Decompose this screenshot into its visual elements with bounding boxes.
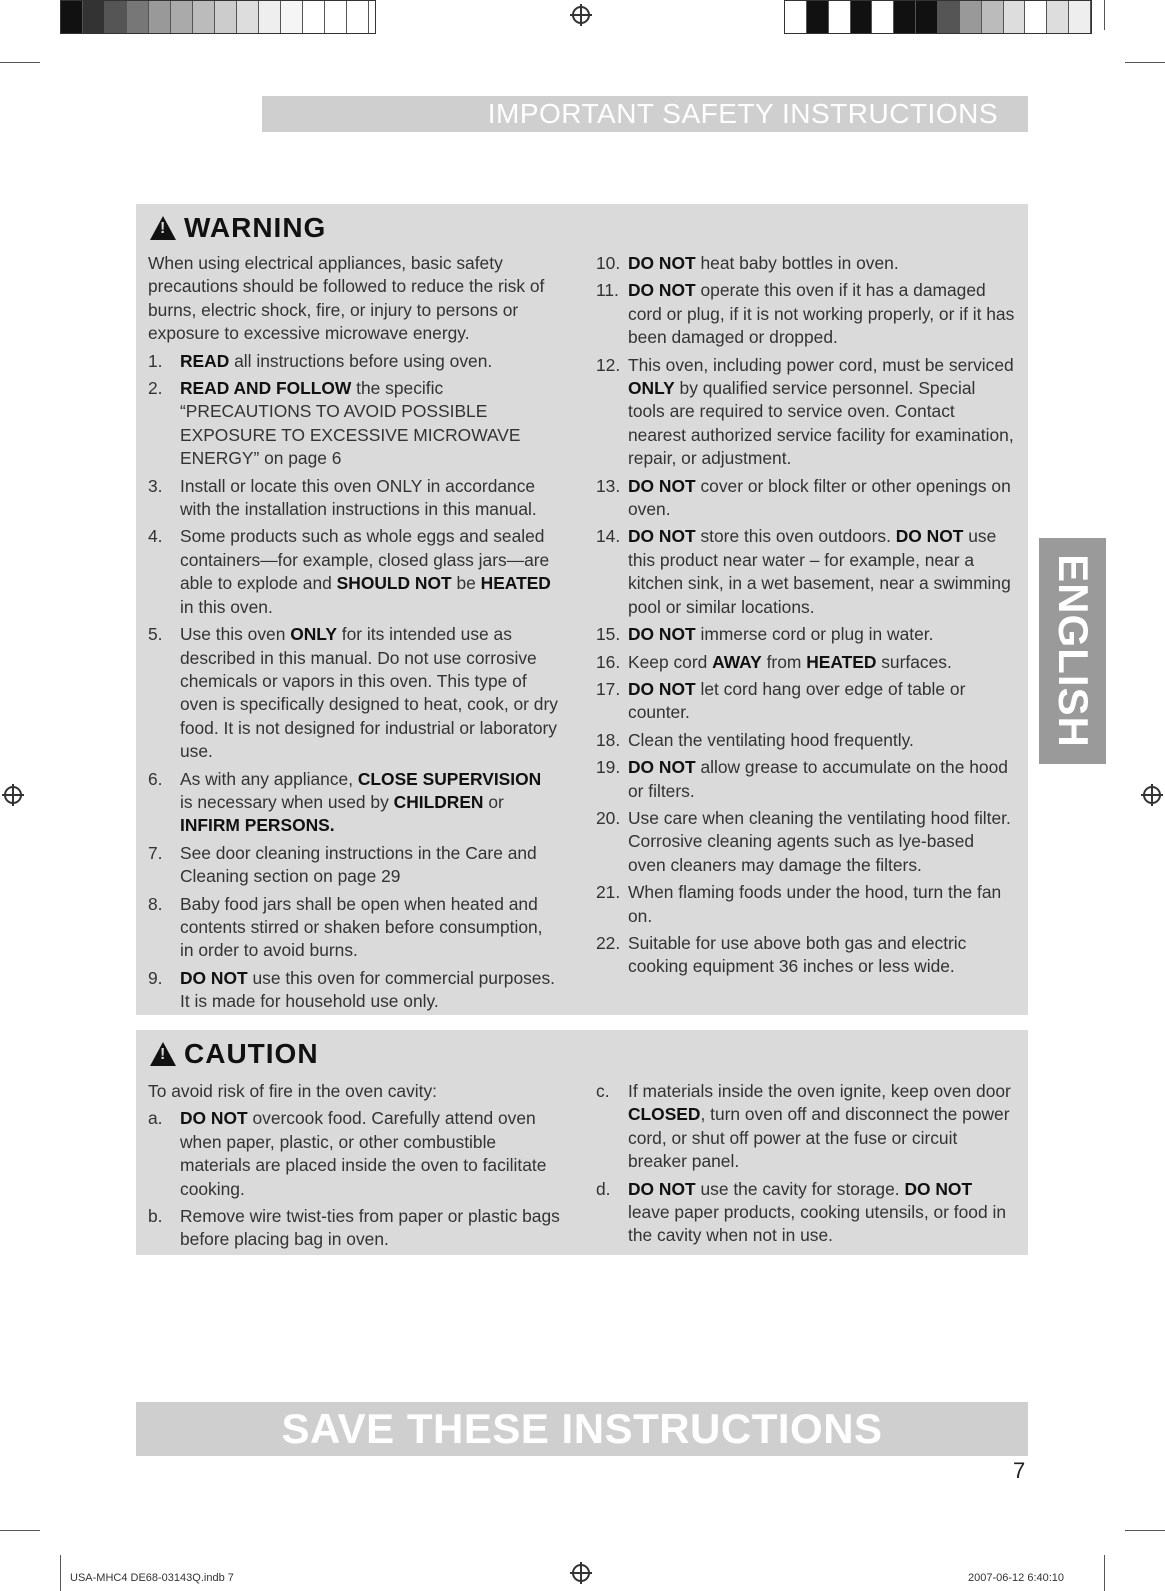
warning-list-item — [148, 525, 558, 619]
warning-triangle-icon — [150, 216, 176, 240]
warning-list-item-number: 4. — [148, 526, 163, 547]
warning-list-item-number: 22. — [596, 932, 621, 953]
warning-list-item — [148, 967, 558, 1014]
language-tab-label: ENGLISH — [1049, 554, 1097, 748]
warning-list-item-number: 8. — [148, 893, 163, 914]
caution-triangle-icon — [150, 1042, 176, 1066]
warning-list-item — [596, 651, 1016, 674]
warning-list-item — [596, 678, 1016, 725]
warning-list-item-number: 11. — [596, 280, 619, 301]
caution-list-item — [148, 1107, 568, 1201]
crop-mark — [1104, 1555, 1105, 1591]
caution-list-item — [596, 1080, 1016, 1174]
warning-list-item — [148, 350, 558, 373]
warning-list-item — [596, 881, 1016, 928]
warning-list-item-text: DO NOT operate this oven if it has a damaged cord or plug, if it is not working properly, or if it has been damaged or dropped. — [628, 280, 1015, 348]
warning-list-item-number: 7. — [148, 842, 163, 863]
warning-column-left — [148, 252, 558, 1018]
caution-list-item-number: b. — [148, 1206, 163, 1227]
warning-list-item-text: DO NOT let cord hang over edge of table or counter. — [628, 678, 966, 723]
warning-list-item-text: When flaming foods under the hood, turn the fan on. — [628, 882, 1002, 926]
warning-intro: When using electrical appliances, basic safety precautions should be followed to reduce the risk of burns, electric shock, fire, or injury to persons or exposure to excessive microwave energy. — [148, 253, 545, 344]
warning-list-item — [148, 475, 558, 522]
warning-list-item — [596, 729, 1016, 752]
caution-list-item — [596, 1178, 1016, 1248]
caution-column-right — [596, 1080, 1016, 1252]
caution-list-item-text: Remove wire twist-ties from paper or plastic bags before placing bag in oven. — [180, 1206, 560, 1250]
section-header-band — [262, 96, 1028, 132]
warning-list-item-text: DO NOT cover or block filter or other openings on oven. — [628, 475, 1011, 520]
warning-list-item-number: 15. — [596, 624, 621, 645]
warning-list-item-number: 3. — [148, 475, 163, 496]
registration-mark-left — [4, 786, 22, 804]
crop-mark — [1104, 0, 1105, 30]
footer-timestamp: 2007-06-12 6:40:10 — [968, 1572, 1065, 1584]
warning-list-item — [148, 893, 558, 963]
warning-list-item-text: Baby food jars shall be open when heated and contents stirred or shaken before consumption, in order to avoid burns. — [180, 893, 543, 961]
caution-list-item-text: DO NOT overcook food. Carefully attend oven when paper, plastic, or other combustible materials are placed inside the oven to facilitate cooking. — [180, 1108, 547, 1199]
warning-list-item — [596, 525, 1016, 619]
registration-mark-bottom — [572, 1564, 590, 1582]
caution-heading — [150, 1038, 319, 1070]
language-tab — [1039, 538, 1106, 764]
caution-list-item-number: c. — [596, 1081, 610, 1101]
warning-list-item-number: 5. — [148, 624, 163, 645]
warning-list-item — [148, 768, 558, 838]
warning-list-item-text: READ AND FOLLOW the specific “PRECAUTIONS TO AVOID POSSIBLE EXPOSURE TO EXCESSIVE MICROWAVE ENERGY” on page 6 — [180, 378, 521, 469]
caution-list-item-text: If materials inside the oven ignite, keep oven door CLOSED, turn oven off and disconnect the power cord, or shut off power at the fuse or circuit breaker panel. — [628, 1081, 1011, 1172]
color-bar-left — [60, 0, 376, 34]
warning-title: WARNING — [184, 212, 327, 243]
warning-list-item — [596, 279, 1016, 349]
warning-list-item-number: 17. — [596, 678, 621, 699]
warning-list-item-text: DO NOT immerse cord or plug in water. — [628, 624, 934, 645]
caution-title: CAUTION — [184, 1038, 319, 1069]
warning-panel — [136, 204, 1028, 1015]
crop-mark — [1125, 1530, 1165, 1531]
caution-list-item-text: DO NOT use the cavity for storage. DO NOT leave paper products, cooking utensils, or food in the cavity when not in use. — [628, 1178, 1006, 1246]
warning-list-item-text: See door cleaning instructions in the Care and Cleaning section on page 29 — [180, 842, 537, 887]
warning-list-item — [148, 377, 558, 471]
save-instructions-banner — [136, 1402, 1028, 1456]
caution-list-item — [148, 1205, 568, 1252]
warning-list-item-text: Suitable for use above both gas and electric cooking equipment 36 inches or less wide. — [628, 932, 967, 977]
warning-list-item-text: Keep cord AWAY from HEATED surfaces. — [628, 651, 952, 672]
warning-list-item-number: 21. — [596, 882, 621, 903]
crop-mark — [60, 1555, 61, 1591]
warning-list-item-text: READ all instructions before using oven. — [180, 350, 493, 371]
caution-list-item-number: a. — [148, 1108, 163, 1129]
warning-list-item — [596, 807, 1016, 877]
warning-list-item-number: 9. — [148, 967, 163, 988]
warning-list-item-number: 20. — [596, 807, 621, 828]
warning-list-item — [596, 252, 1016, 275]
warning-list-item-number: 16. — [596, 651, 621, 672]
warning-list-item-number: 18. — [596, 729, 621, 750]
footer-file-info: USA-MHC4 DE68-03143Q.indb 7 — [70, 1572, 234, 1584]
warning-list-item-text: DO NOT heat baby bottles in oven. — [628, 253, 899, 273]
warning-column-right — [596, 252, 1016, 983]
warning-list-item-text: Use this oven ONLY for its intended use as described in this manual. Do not use corrosive chemicals or vapors in this oven. This type of oven is specifically designed to heat, cook, or dry food. It is not designed for industrial or laboratory use. — [180, 624, 558, 762]
warning-list-item-number: 14. — [596, 526, 621, 547]
crop-mark — [0, 1530, 40, 1531]
warning-list-item-text: Clean the ventilating hood frequently. — [628, 729, 914, 750]
warning-list-item-text: Use care when cleaning the ventilating hood filter. Corrosive cleaning agents such as lye-based oven cleaners may damage the filters. — [628, 807, 1011, 875]
page-number: 7 — [1013, 1458, 1026, 1483]
warning-list-item-text: Some products such as whole eggs and sealed containers—for example, closed glass jars—are able to explode and SHOULD NOT be HEATED in this oven. — [180, 526, 551, 617]
crop-mark — [1125, 62, 1165, 63]
warning-list-item-text: This oven, including power cord, must be serviced ONLY by qualified service personnel. Special tools are required to service oven. Contact nearest authorized service facility for examination, repair, or adjustment. — [628, 354, 1014, 469]
registration-mark-top — [572, 6, 590, 24]
warning-list-item-text: As with any appliance, CLOSE SUPERVISION is necessary when used by CHILDREN or INFIRM PERSONS. — [180, 768, 542, 836]
warning-list-item-number: 12. — [596, 354, 621, 375]
caution-list-item-number: d. — [596, 1178, 611, 1199]
caution-panel — [136, 1030, 1028, 1255]
warning-list-item-number: 19. — [596, 757, 621, 778]
warning-list-item-text: DO NOT use this oven for commercial purposes. It is made for household use only. — [180, 967, 556, 1012]
warning-heading — [150, 212, 326, 244]
warning-list-item — [596, 932, 1016, 979]
warning-list-item — [596, 354, 1016, 471]
warning-list-item — [596, 475, 1016, 522]
warning-list-item-text: DO NOT store this oven outdoors. DO NOT use this product near water – for example, near a kitchen sink, in a wet basement, near a swimming pool or similar locations. — [628, 526, 1011, 617]
warning-list-item-number: 2. — [148, 378, 163, 399]
caution-column-left — [148, 1080, 568, 1256]
caution-intro: To avoid risk of fire in the oven cavity: — [148, 1081, 438, 1101]
warning-list-item-text: DO NOT allow grease to accumulate on the hood or filters. — [628, 757, 1008, 801]
section-header-title: IMPORTANT SAFETY INSTRUCTIONS — [487, 98, 998, 129]
crop-mark — [0, 62, 40, 63]
warning-list-item — [596, 756, 1016, 803]
color-bar-right — [784, 0, 1092, 34]
warning-list-item-number: 13. — [596, 475, 621, 496]
warning-list-item — [148, 623, 558, 763]
warning-list-item-text: Install or locate this oven ONLY in accordance with the installation instructions in this manual. — [180, 475, 537, 520]
registration-mark-right — [1143, 786, 1161, 804]
warning-list-item — [148, 842, 558, 889]
save-instructions-text: SAVE THESE INSTRUCTIONS — [281, 1405, 883, 1452]
warning-list-item-number: 10. — [596, 253, 621, 273]
warning-list-item-number: 1. — [148, 350, 163, 371]
warning-list-item-number: 6. — [148, 768, 163, 789]
warning-list-item — [596, 623, 1016, 646]
